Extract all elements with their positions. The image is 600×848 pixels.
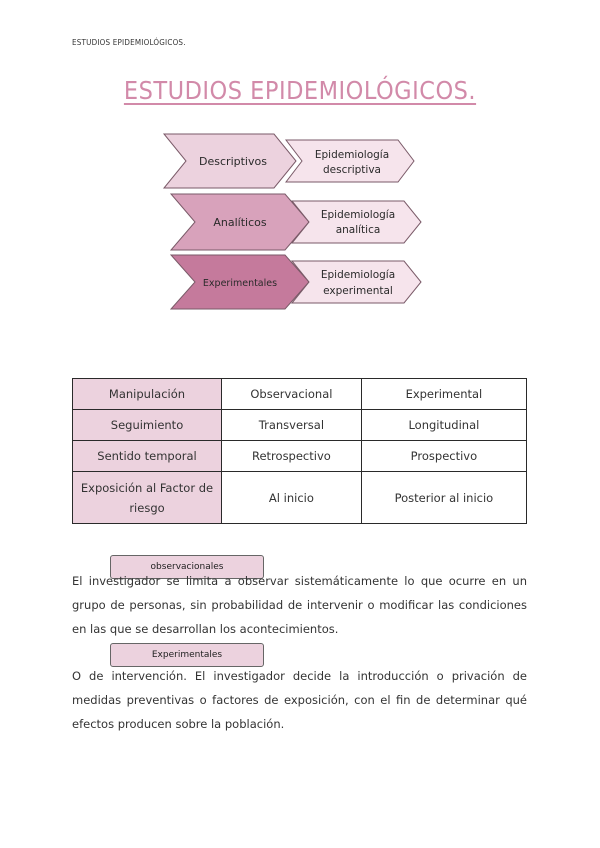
- observacionales-paragraph: El investigador se limita a observar sistemáticamente lo que ocurre en un grupo de personas, sin probabilidad de intervenir o modificar las condiciones en las que se desarrollan los acontecimientos.: [72, 574, 527, 636]
- observational-cell: Retrospectivo: [222, 441, 362, 472]
- descriptiva-label-line1: Epidemiología: [314, 149, 390, 161]
- table-row: [73, 472, 527, 524]
- experimental-cell: Prospectivo: [361, 441, 526, 472]
- observacionales-tag: observacionales: [110, 555, 264, 579]
- page-title: ESTUDIOS EPIDEMIOLÓGICOS.: [123, 76, 477, 105]
- analitica-chevron: [292, 201, 421, 243]
- row-label: Manipulación: [73, 379, 222, 410]
- header-note: ESTUDIOS EPIDEMIOLÓGICOS.: [72, 38, 186, 47]
- experimental-cell: Posterior al inicio: [361, 472, 526, 524]
- descriptivos-label: Descriptivos: [199, 155, 267, 168]
- experimental-label-line2: experimental: [323, 285, 393, 297]
- experimental-cell: Experimental: [361, 379, 526, 410]
- comparison-table: [72, 378, 527, 524]
- descriptiva-label-line2: descriptiva: [323, 164, 381, 176]
- experimentales-tag: Experimentales: [110, 643, 264, 667]
- row-label: Sentido temporal: [73, 441, 222, 472]
- experimentales-paragraph: O de intervención. El investigador decide la introducción o privación de medidas preventivas o factores de exposición, con el fin de determinar qué efectos producen sobre la población.: [72, 669, 527, 731]
- row-label: Exposición al Factor de riesgo: [73, 472, 222, 524]
- analitica-label-line2: analítica: [335, 224, 381, 236]
- table-row: [73, 441, 527, 472]
- experimentales-label: Experimentales: [202, 278, 278, 289]
- table-row: [73, 379, 527, 410]
- observational-cell: Al inicio: [222, 472, 362, 524]
- table-row: [73, 410, 527, 441]
- analitica-label-line1: Epidemiología: [320, 209, 396, 221]
- observational-cell: Observacional: [222, 379, 362, 410]
- experimental-cell: Longitudinal: [361, 410, 526, 441]
- observational-cell: Transversal: [222, 410, 362, 441]
- row-label: Seguimiento: [73, 410, 222, 441]
- analiticos-label: Analíticos: [213, 216, 267, 229]
- experimental-label-line1: Epidemiología: [320, 269, 396, 281]
